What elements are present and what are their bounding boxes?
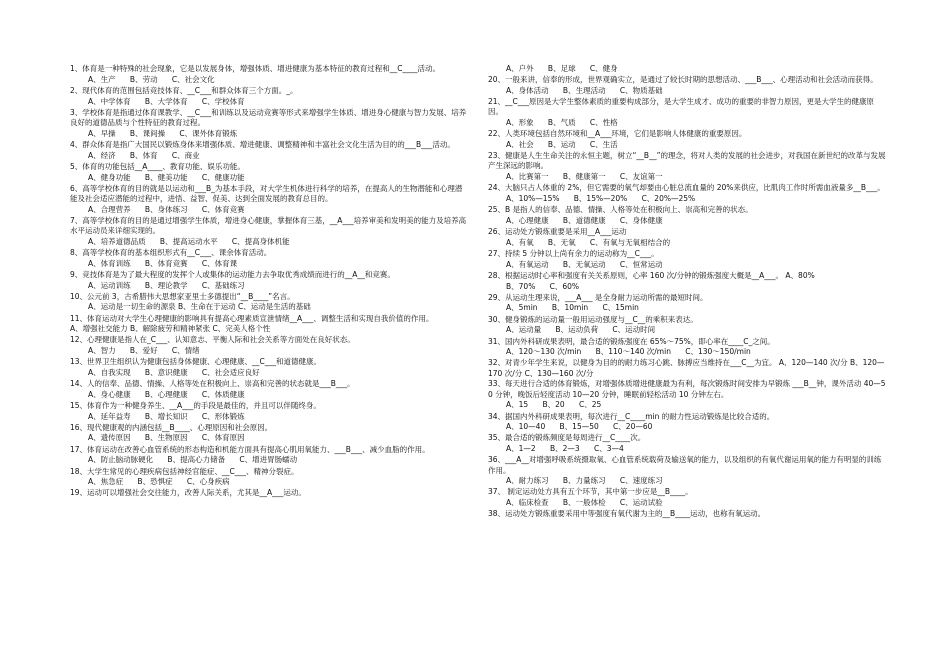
answer-options: A、耐力练习 B、力量练习 C、速度练习 bbox=[506, 476, 663, 486]
answer-options: A、临床检查 B、一般体检 C、运动试验 bbox=[506, 498, 663, 508]
answer-options: A、自我实现 B、意识健康 C、社会适应良好 bbox=[88, 367, 260, 377]
answer-options: A、运动是一切生命的源泉 B、生命在于运动 C、运动是生活的基础 bbox=[88, 302, 311, 312]
answer-options: A、培养道德品质 B、提高运动水平 C、提高身体机能 bbox=[88, 236, 290, 246]
question-text: 11、体育运动对大学生心理健康的影响具有提高心理素质宣泄情绪__A___、调整生活和实现自我价值的作用。 bbox=[70, 313, 434, 323]
answer-options: A、比赛第一 B、健康第一 C、友谊第一 bbox=[506, 172, 663, 182]
answer-options: A、120～130 次/min B、110～140 次/min C、130～150/min bbox=[506, 347, 751, 357]
question-text: 22、人类环境包括自然环境和__A___环境，它们是影响人体健康的重要原因。 bbox=[488, 129, 747, 139]
answer-options: A、合理营养 B、身体练习 C、体育竞赛 bbox=[88, 204, 245, 214]
answer-options: A、15 B、20 C、25 bbox=[506, 400, 602, 410]
answer-options: A、运动量 B、运动负荷 C、运动时间 bbox=[506, 325, 656, 335]
question-text: 32、对青少年学生来说，以健身为目的的耐力练习心跳、脉搏应当维持在___C__为宜。 A、120—140 次/分 B、120—170 次/分 C、130—160 次/分 bbox=[488, 358, 885, 378]
question-text: 5、体育的功能包括__A____、教育功能、娱乐功能。 bbox=[70, 161, 245, 171]
question-text: 26、运动处方锻炼重要是采用__A___运动 bbox=[488, 227, 627, 237]
answer-options: A、延年益寿 B、增长知识 C、形体锻炼 bbox=[88, 411, 245, 421]
question-text: 34、据国内外科研成果表明，每次进行__C____min 的耐力性运动锻炼是比较合适的。 bbox=[488, 411, 775, 421]
question-text: 15、体育作为一种健身养生、__A___的手段是最佳的，并且可以伴随终身。 bbox=[70, 400, 321, 410]
answer-options: A、运动训练 B、理论教学 C、基础练习 bbox=[88, 280, 245, 290]
answer-options: B、70% C、60% bbox=[506, 281, 580, 291]
answer-options: A、1—2 B、2—3 C、3—4 bbox=[506, 444, 624, 454]
answer-options: A、经济 B、体育 C、商业 bbox=[88, 150, 200, 160]
question-text: 21、__C___原因是大学生整体素质的重要构成部分，是大学生成才、成功的重要的非智力原因，更是大学生的健康原因。 bbox=[488, 97, 875, 117]
question-text: 37、 制定运动处方具有五个环节，其中第一步应是__B____。 bbox=[488, 487, 693, 497]
question-text: 30、健身锻炼的运动量一般用运动强度与__C__的乘积来表达。 bbox=[488, 314, 698, 324]
question-text: A、增强社交能力 B、解除疲劳和精神紧张 C、完美人格个性 bbox=[70, 324, 271, 334]
answer-options: A、有氧 B、无氧 C、有氧与无氧相结合的 bbox=[506, 237, 671, 247]
answer-options: A、智力 B、爱好 C、情绪 bbox=[88, 345, 200, 355]
question-text: 38、运动处方锻炼重要采用中等强度有氧代谢为主的__B____运动，也称有氧运动。 bbox=[488, 509, 766, 519]
answer-options: A、5min B、10min C、15min bbox=[506, 303, 639, 313]
question-text: 35、最合适的锻炼频度是每周进行__C____次。 bbox=[488, 433, 646, 443]
answer-options: A、中学体育 B、大学体育 C、学校体育 bbox=[88, 96, 245, 106]
answer-options: A、10—40 B、15—50 C、20—60 bbox=[506, 422, 653, 432]
question-text: 1、体育是一种特殊的社会现象，它是以发展身体，增强体质、增进健康为基本特征的教育过程和__C____活动。 bbox=[70, 64, 441, 73]
answer-options: A、早操 B、课间操 C、课外体育锻炼 bbox=[88, 128, 238, 138]
answer-options: A、户外 B、足球 C、健身 bbox=[506, 64, 618, 73]
answer-options: A、防止脑动脉硬化 B、提高心力储备 C、增进胃肠蠕动 bbox=[88, 455, 298, 465]
question-text: 9、竞技体育是为了最大程度的发挥个人或集体的运动能力去争取优秀成绩而进行的__A__和竞赛。 bbox=[70, 269, 395, 279]
question-text: 19、运动可以增强社会交往能力，改善人际关系，尤其是__A___运动。 bbox=[70, 488, 306, 498]
answer-options: A、身心健康 B、心理健康 C、体质健康 bbox=[88, 389, 245, 399]
answer-options: A、遗传原因 B、生物原因 C、体育原因 bbox=[88, 433, 245, 443]
question-text: 27、持续 5 分钟以上尚有余力的运动称为__C___。 bbox=[488, 248, 659, 258]
question-text: 16、现代健康观的内涵包括__B____、心理原因和社会原因。 bbox=[70, 422, 273, 432]
question-text: 14、人的信奉、品德、情操、人格等处在积极向上、崇高和完善的状态就是___B___。 bbox=[70, 378, 355, 388]
question-text: 24、大脑只占人体重的 2%，但它需要的氧气却要由心脏总流血量的 20%来供应，比肌肉工作时所需血液量多__B___。 bbox=[488, 183, 885, 193]
answer-options: A、有氧运动 B、无氧运动 C、恒常运动 bbox=[506, 259, 663, 269]
left-column bbox=[70, 64, 468, 499]
question-text: 29、从运动生理来说，___A___ 是全身耐力运动所需的最短时间。 bbox=[488, 292, 708, 302]
answer-options: A、10%—15% B、15%—20% C、20%—25% bbox=[506, 193, 696, 203]
question-text: 17、体育运动在改善心血管系统的形态构造和机能方面具有提高心肌用氧能力、___B___、减少血脂的作用。 bbox=[70, 444, 430, 454]
question-text: 2、现代体育的范围包括竞技体育、__C___和群众体育三个方面。_。 bbox=[70, 85, 298, 95]
question-text: 7、高等学校体育的目的是通过增强学生体质，增进身心健康，掌握体育三基，__A___培养审美和发明美的能力及培养高水平运动员来详细实现的。 bbox=[70, 215, 467, 236]
question-text: 36、___A__对增强呼吸系统摄取氧、心血管系统载荷及输送氧的能力，以及组织的有氧代谢运用氧的能力有明显的训练作用。 bbox=[488, 455, 882, 475]
question-text: 33、每天进行合适的体育锻炼，对增强体质增进健康最为有利，每次锻炼时间安排为早锻炼 ___B__钟，课外活动 40—50 分钟，晚饭后轻度活动 10—20 分钟，睡眠前轻松活动 10 分钟左右。 bbox=[488, 379, 886, 399]
question-text: 23、健康是人生生命关注的永恒主题，树立“__B__”的理念，将对人类的发展的社会进步，对我国在新世纪的改革与发展产生深远的影响。 bbox=[488, 151, 886, 171]
question-text: 13、世界卫生组织认为健康包括身体健康、心理健康、__C___和道德健康。 bbox=[70, 356, 322, 366]
answer-options: A、健身功能 B、健美功能 C、健康功能 bbox=[88, 172, 245, 182]
answer-options: A、体育训练 B、体育竞赛 C、体育课 bbox=[88, 258, 238, 268]
question-text: 4、群众体育是指广大国民以锻炼身体来增强体质、增进健康、调整精神和丰富社会文化生活为目的的___B___活动。 bbox=[70, 139, 455, 149]
answer-options: A、生产 B、劳动 C、社会文化 bbox=[88, 74, 215, 84]
answer-options: A、社会 B、运动 C、生活 bbox=[506, 139, 618, 149]
question-text: 20、一般来讲，信奉的形成，世界观确实立，是通过了较长时期的思想活动、___B___、心理活动和社会活动而获得。 bbox=[488, 75, 878, 85]
right-column bbox=[488, 64, 886, 520]
question-text: 10、公元前 3，古希腊伟大思想家亚里士多德提出“__B____”名言。 bbox=[70, 291, 295, 301]
answer-options: A、身体活动 B、生理活动 C、物质基础 bbox=[506, 85, 663, 95]
answer-options: A、心理健康 B、道德健康 C、身体健康 bbox=[506, 215, 663, 225]
question-text: 25、B 是指人的信奉、品德、情操、人格等处在积极向上、崇高和完善的状态。 bbox=[488, 205, 753, 215]
question-text: 3、学校体育是指通过体育课教学、__C___和训练以及运动竞赛等形式来增强学生体质、增进身心健康与智力发展、培养良好的道德品质与个性特征的教育过程。 bbox=[70, 107, 467, 128]
answer-options: A、焦急症 B、恐惧症 C、心身疾病 bbox=[88, 477, 230, 487]
question-text: 31、国内外科研成果表明，最合适的锻炼强度在 65%～75%，即心率在____C_之间。 bbox=[488, 336, 775, 346]
question-text: 28、根据运动时心率和强度有关关系原则，心率 160 次/分钟的锻炼强度大概是__A___。 A、80% bbox=[488, 270, 815, 280]
question-text: 6、高等学校体育的目的就是以运动和___B_为基本手段，对大学生机体进行科学的培养，在提高人的生物潜能和心理潜能及社会适应潜能的过程中，进悟、益智、促美、达到全面发展的教育总目的。 bbox=[70, 183, 463, 203]
question-text: 8、高等学校体育的基本组织形式有__C___、课余体育活动。 bbox=[70, 247, 272, 257]
question-text: 12、心理健康是指人在_C___、认知意志、平衡人际和社会关系等方面处在良好状态。 bbox=[70, 335, 355, 345]
answer-options: A、形象 B、气质 C、性格 bbox=[506, 118, 618, 128]
question-text: 18、大学生常见的心理疾病包括神经官能症、__C___、精神分裂症。 bbox=[70, 466, 299, 476]
